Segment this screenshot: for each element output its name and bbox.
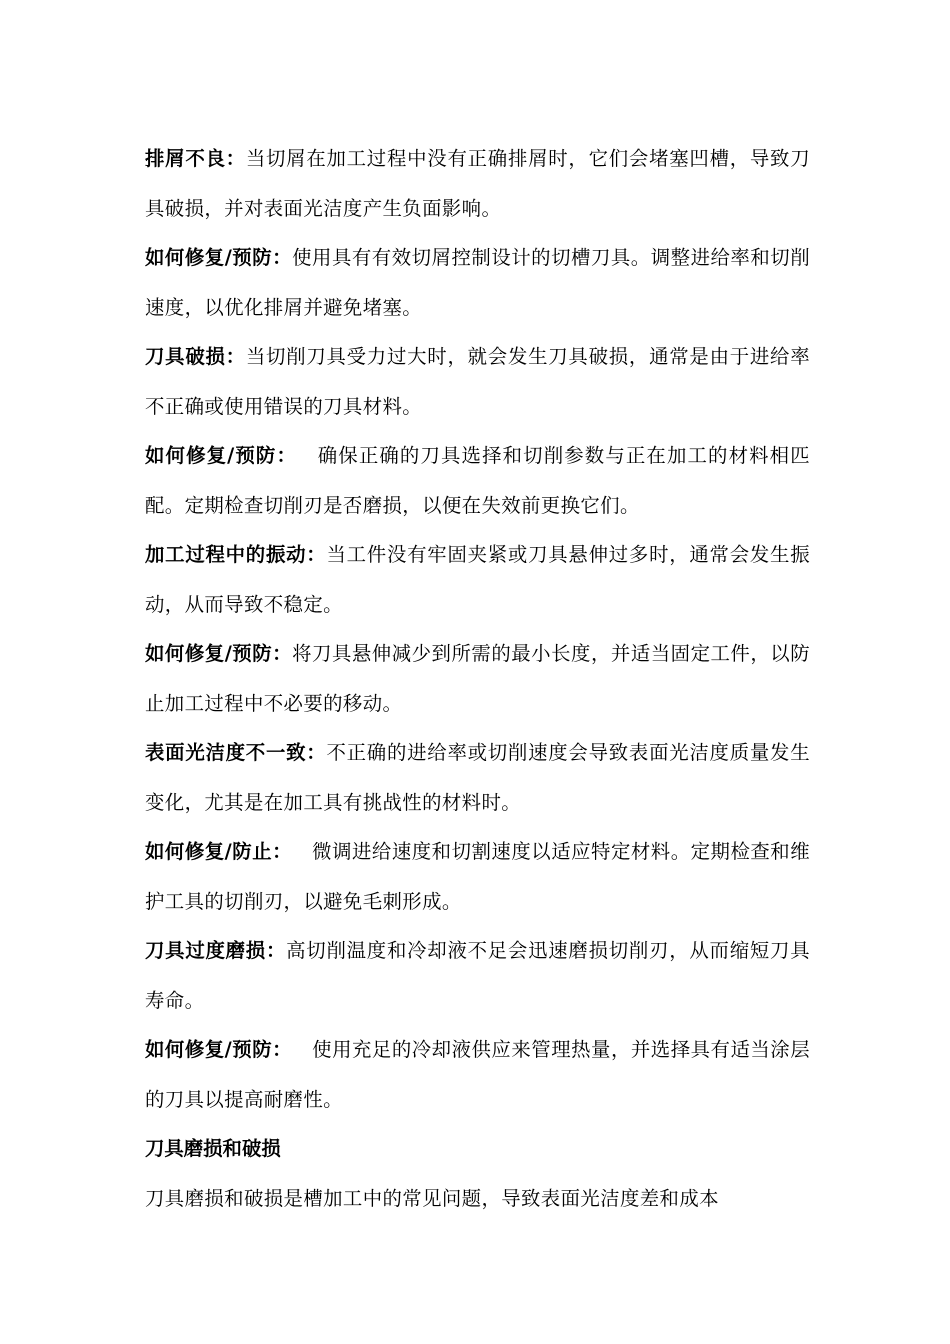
paragraph-lead: 如何修复/预防： bbox=[145, 1038, 293, 1061]
section-heading: 刀具磨损和破损 bbox=[145, 1137, 281, 1160]
fix-paragraph bbox=[145, 629, 810, 728]
fix-paragraph bbox=[145, 827, 810, 926]
paragraph-text: 使用充足的冷却液供应来管理热量，并选择具有适当涂层的刀具以提高耐磨性。 bbox=[145, 1038, 810, 1111]
paragraph-lead: 排屑不良： bbox=[145, 147, 246, 170]
paragraph-text: 高切削温度和冷却液不足会迅速磨损切削刃，从而缩短刀具寿命。 bbox=[145, 939, 810, 1012]
closing-paragraph: 刀具磨损和破损是槽加工中的常见问题，导致表面光洁度差和成本 bbox=[145, 1186, 719, 1210]
paragraph-lead: 如何修复/预防： bbox=[145, 246, 293, 269]
paragraph-lead: 刀具过度磨损： bbox=[145, 939, 287, 962]
paragraph-lead: 如何修复/预防： bbox=[145, 642, 293, 665]
problem-paragraph bbox=[145, 530, 810, 629]
paragraph-lead: 如何修复/预防： bbox=[145, 444, 298, 467]
paragraph-text: 当工件没有牢固夹紧或刀具悬伸过多时，通常会发生振动，从而导致不稳定。 bbox=[145, 543, 810, 616]
paragraph-text: 不正确的进给率或切削速度会导致表面光洁度质量发生变化，尤其是在加工具有挑战性的材料时。 bbox=[145, 741, 810, 814]
paragraph-text: 当切削刀具受力过大时，就会发生刀具破损，通常是由于进给率不正确或使用错误的刀具材料。 bbox=[145, 345, 811, 418]
paragraph-text: 微调进给速度和切割速度以适应特定材料。定期检查和维护工具的切削刃，以避免毛刺形成。 bbox=[145, 840, 810, 913]
fix-paragraph bbox=[145, 431, 810, 530]
paragraph-lead: 加工过程中的振动： bbox=[145, 543, 327, 566]
paragraph-text: 将刀具悬伸减少到所需的最小长度，并适当固定工件，以防止加工过程中不必要的移动。 bbox=[145, 642, 810, 715]
document-body bbox=[145, 134, 810, 1223]
fix-paragraph bbox=[145, 1025, 810, 1124]
paragraph-text: 当切屑在加工过程中没有正确排屑时，它们会堵塞凹槽，导致刀具破损，并对表面光洁度产生负面影响。 bbox=[145, 147, 811, 220]
problem-paragraph bbox=[145, 332, 810, 431]
problem-paragraph bbox=[145, 728, 810, 827]
paragraph-lead: 刀具破损： bbox=[145, 345, 246, 368]
problem-paragraph bbox=[145, 134, 810, 233]
paragraph-lead: 如何修复/防止： bbox=[145, 840, 293, 863]
paragraph-lead: 表面光洁度不一致： bbox=[145, 741, 327, 764]
paragraph-text: 使用具有有效切屑控制设计的切槽刀具。调整进给率和切削速度，以优化排屑并避免堵塞。 bbox=[145, 246, 810, 319]
fix-paragraph bbox=[145, 233, 810, 332]
paragraph-text: 确保正确的刀具选择和切削参数与正在加工的材料相匹配。定期检查切削刃是否磨损，以便在失效前更换它们。 bbox=[145, 444, 810, 517]
problem-paragraph bbox=[145, 926, 810, 1025]
